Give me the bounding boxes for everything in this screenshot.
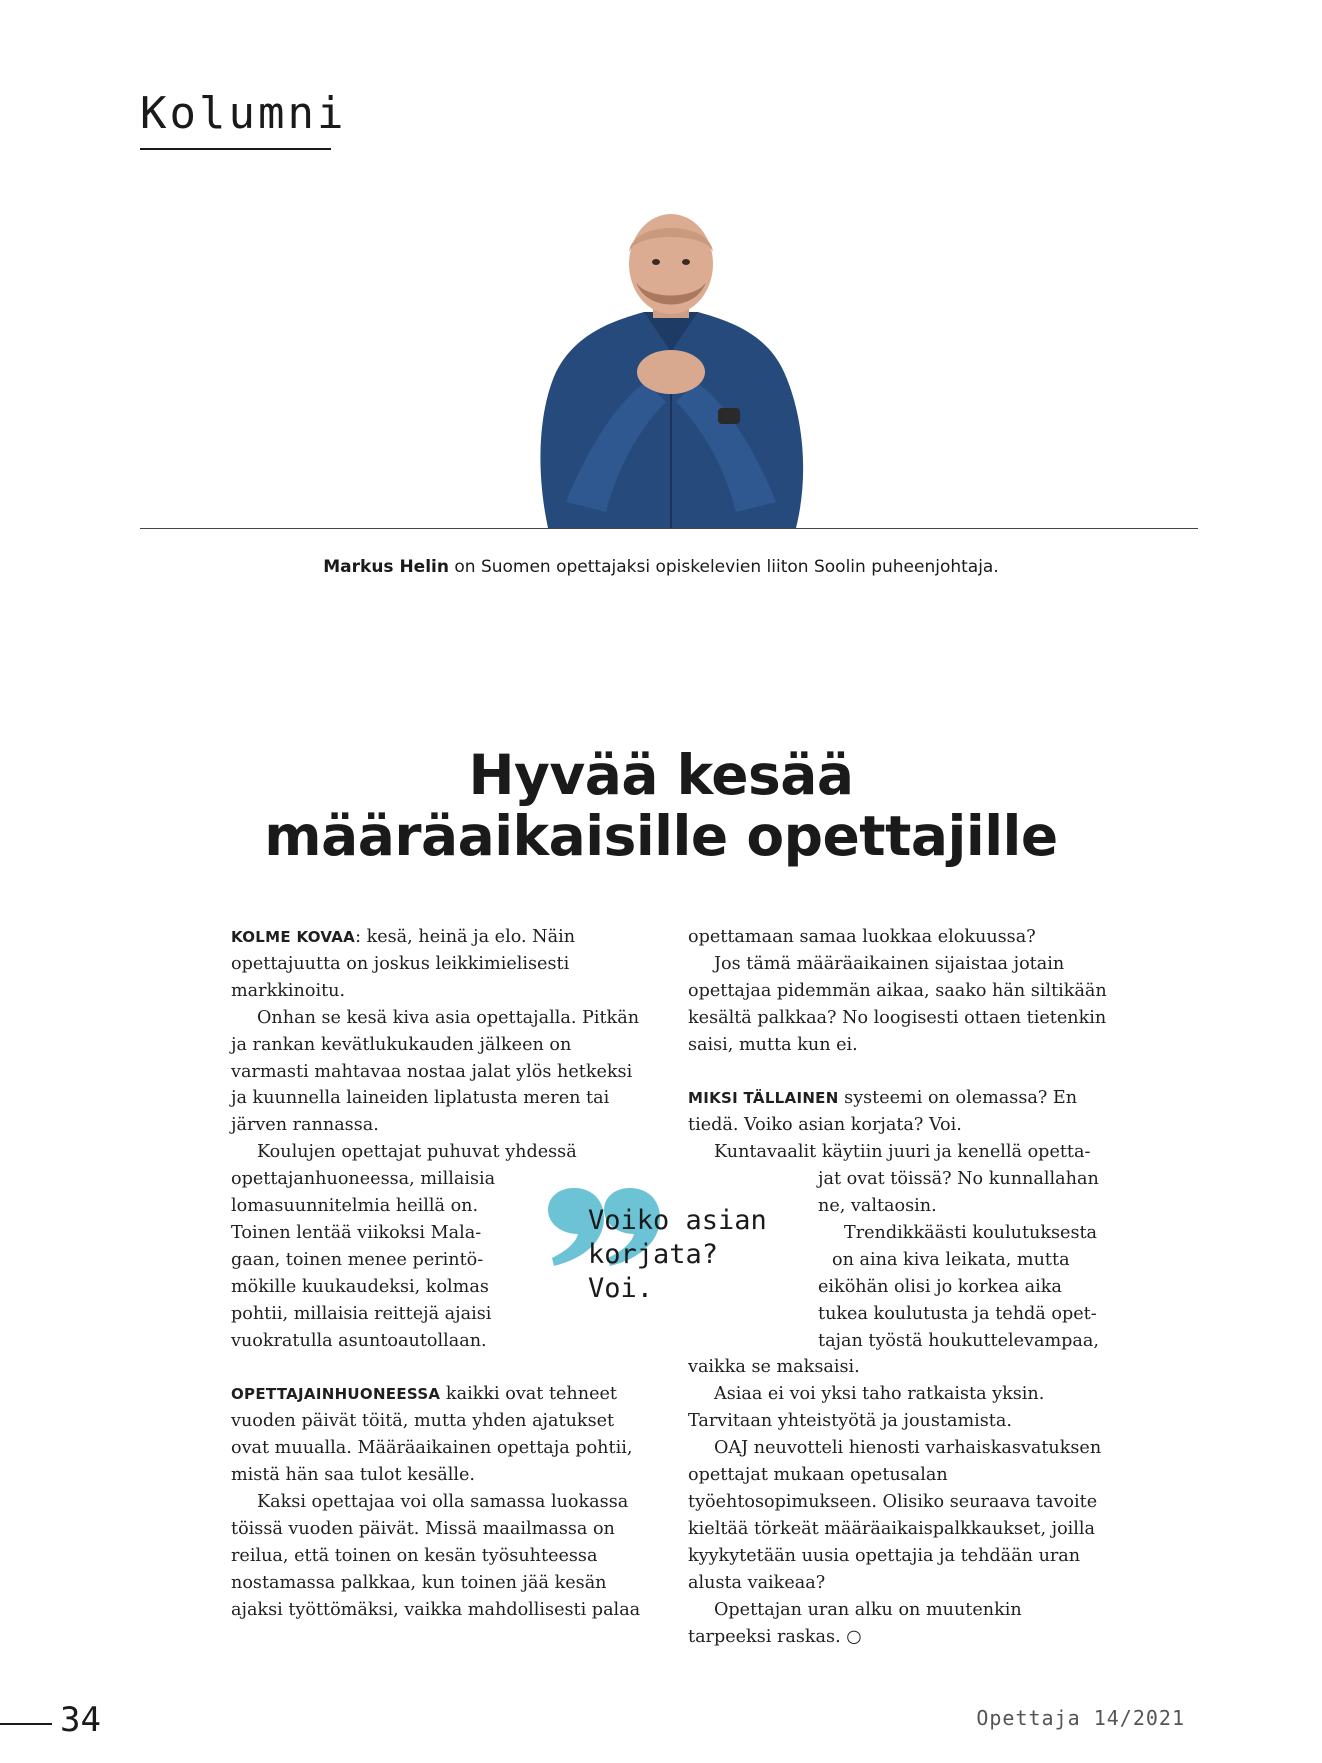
paragraph-line: tukea koulutusta ja tehdä opet- xyxy=(818,1303,1097,1324)
paragraph-line: Koulujen opettajat puhuvat yhdessä xyxy=(257,1142,577,1163)
author-description: on Suomen opettajaksi opiskelevien liiton Soolin puheenjohtaja. xyxy=(448,557,999,577)
lead-in: KOLME KOVAA xyxy=(231,928,356,946)
end-mark-icon: ○ xyxy=(846,1626,862,1647)
headline xyxy=(0,745,1322,867)
paragraph: Onhan se kesä kiva asia opettajalla. Pitkän ja rankan kevätlukukauden jälkeen on varmasti mahtavaa nostaa jalat ylös hetkeksi ja kuunnella laineiden liplatusta meren tai järven rannassa. xyxy=(231,1007,640,1136)
paragraph-line: tajan työstä houkuttelevampaa, xyxy=(818,1330,1099,1351)
paragraph-line: Toinen lentää viikoksi Mala- xyxy=(231,1222,482,1243)
author-name: Markus Helin xyxy=(323,557,449,577)
paragraph-line: lomasuunnitelmia heillä on. xyxy=(231,1196,479,1217)
paragraph-text: systeemi on olemassa? En tiedä. Voiko asian korjata? Voi. xyxy=(688,1088,1078,1136)
section-underline xyxy=(140,148,331,150)
headline-line-1: Hyvää kesää xyxy=(468,743,854,807)
paragraph-text: kaikki ovat tehneet vuoden päivät töitä, mutta yhden ajatukset ovat muualla. Määräaikainen opettaja pohtii, mistä hän saa tulot kesälle. xyxy=(231,1384,633,1486)
paragraph: Asiaa ei voi yksi taho ratkaista yksin. Tarvitaan yhteistyötä ja joustamista. xyxy=(688,1384,1045,1432)
paragraph-line: Trendikkäästi koulutuksesta xyxy=(844,1222,1098,1243)
paragraph-line: Kuntavaalit käytiin juuri ja kenellä opetta- xyxy=(714,1142,1091,1163)
paragraph-line: pohtii, millaisia reittejä ajaisi xyxy=(231,1303,492,1324)
page-number: 34 xyxy=(60,1700,101,1740)
pull-quote-line: Voiko asian xyxy=(588,1205,767,1236)
paragraph: opettamaan samaa luokkaa elokuussa? xyxy=(688,927,1036,947)
author-caption xyxy=(0,557,1322,577)
lead-in: OPETTAJAINHUONEESSA xyxy=(231,1385,441,1404)
paragraph: Kaksi opettajaa voi olla samassa luokassa töissä vuoden päivät. Missä maailmassa on reilua, että toinen on kesän työsuhteessa nostamassa palkkaa, kun toinen jää kesän ajaksi työttömäksi, vaikka mahdollisesti palaa xyxy=(231,1492,641,1620)
paragraph xyxy=(688,1085,1108,1139)
paragraph xyxy=(688,1597,1108,1651)
folio-rule xyxy=(0,1723,52,1725)
paragraph: Jos tämä määräaikainen sijaistaa jotain opettajaa pidemmän aikaa, saako hän siltikään kesältä palkkaa? No loogisesti ottaen tietenkin saisi, mutta kun ei. xyxy=(688,953,1107,1055)
paragraph-line: mökille kuukaudeksi, kolmas xyxy=(231,1276,489,1297)
headline-line-2: määräaikaisille opettajille xyxy=(264,804,1058,868)
body-column-1 xyxy=(231,924,648,1624)
pull-quote-line: korjata? xyxy=(588,1239,719,1270)
paragraph-line: jat ovat töissä? No kunnallahan xyxy=(818,1169,1099,1190)
paragraph-line: vaikka se maksaisi. xyxy=(688,1357,860,1378)
section-label: Kolumni xyxy=(140,88,347,139)
paragraph-line: eiköhän olisi jo korkea aika xyxy=(818,1276,1062,1297)
paragraph-text: : kesä, heinä ja elo. Näin opettajuutta on joskus leikkimielisesti markkinoitu. xyxy=(231,927,576,1001)
paragraph-line: opettajanhuoneessa, millaisia xyxy=(231,1169,496,1190)
author-portrait xyxy=(526,212,816,528)
paragraph-line: ne, valtaosin. xyxy=(818,1196,937,1217)
lead-in: MIKSI TÄLLAINEN xyxy=(688,1089,839,1108)
paragraph xyxy=(231,924,648,1005)
pull-quote-line: Voi. xyxy=(588,1273,654,1304)
paragraph: OAJ neuvotteli hienosti varhaiskasvatuksen opettajat mukaan opetusalan työehtosopimukseen. Olisiko seuraava tavoite kieltää törkeät määräaikaispalkkaukset, joilla kyykytetään uusia opettajia ja tehdään uran alusta vaikeaa? xyxy=(688,1438,1102,1593)
caption-rule xyxy=(140,528,1198,529)
pull-quote xyxy=(588,1204,808,1306)
paragraph-text: Opettajan uran alku on muutenkin tarpeeksi raskas. xyxy=(688,1599,1022,1647)
issue-label: Opettaja 14/2021 xyxy=(976,1706,1185,1730)
paragraph xyxy=(231,1381,648,1489)
paragraph-line: gaan, toinen menee perintö- xyxy=(231,1249,484,1270)
paragraph-line: vuokratulla asuntoautollaan. xyxy=(231,1330,487,1351)
paragraph-line: on aina kiva leikata, mutta xyxy=(832,1249,1070,1270)
